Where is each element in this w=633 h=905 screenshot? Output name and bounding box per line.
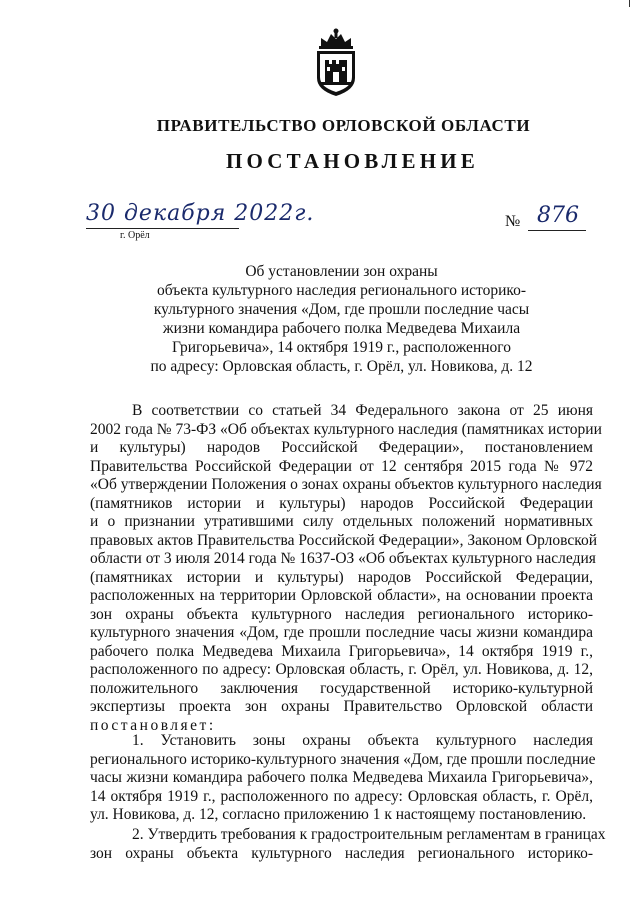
number-sign: № [505,213,521,230]
government-title: ПРАВИТЕЛЬСТВО ОРЛОВСКОЙ ОБЛАСТИ [156,116,531,135]
text-line: регионального историко-культурного значения «Дом, где прошли последние [90,750,596,768]
text-line: области от 3 июля 2014 года № 1637-ОЗ «Об объектах культурного наследия [90,550,596,567]
text-line: правовых актов Правительства Российской Федерации», Законом Орловской [90,531,598,549]
clause-2-paragraph [90,826,606,863]
handwritten-date: 30 декабря 2022г. [86,201,315,226]
orel-region-coat-of-arms-icon [311,26,361,98]
text-line: 2002 года № 73-ФЗ «Об объектах культурного наследия (памятниках истории [90,420,602,438]
subject-line: Об установлении зон охраны [245,263,438,280]
subject-line: культурного значения «Дом, где прошли последние часы [153,301,530,318]
subject-line: по адресу: Орловская область, г. Орёл, ул. Новикова, д. 12 [150,358,533,375]
text-line: и о признании утратившими силу отдельных положений нормативных [90,513,593,530]
text-line: «Об утверждении Положения о зонах охраны объектов культурного наследия [90,476,602,493]
resolves-word: постановляет: [90,716,216,734]
text-line: 14 октября 1919 г., расположенного по адресу: Орловская область, г. Орёл, [90,787,593,805]
text-line: часы жизни командира рабочего полка Медведева Михаила Григорьевича», [90,769,593,786]
text-line: расположенных на территории Орловской области», на основании проекта [90,587,593,604]
text-line: зон охраны объекта культурного наследия регионального историко- [90,844,593,862]
preamble-paragraph [90,402,602,735]
text-line: 2. Утвердить требования к градостроительным регламентам в границах [132,826,606,843]
clause-1-paragraph [90,732,596,825]
subject-line: Григорьевича», 14 октября 1919 г., расположенного [171,339,512,356]
number-underline [528,230,586,231]
text-line: В соответствии со статьей 34 Федерального закона от 25 июня [132,402,593,419]
handwritten-number: 876 [537,203,579,228]
text-line: экспертизы проекта зон охраны Правительство Орловской области [90,698,593,715]
text-line: 1. Установить зоны охраны объекта культурного наследия [132,732,593,749]
subject-line: жизни командира рабочего полка Медведева Михаила [162,320,521,337]
text-line: ул. Новикова, д. 12, согласно приложению 1 к настоящему постановлению. [90,806,587,823]
subject-line: объекта культурного наследия регионального историко- [156,282,527,299]
text-line: зон охраны объекта культурного наследия регионального историко- [90,605,593,623]
city-label: г. Орёл [120,230,150,241]
date-underline [86,228,239,229]
page-corner-mark [629,0,630,7]
text-line: (памятниках истории и культуры) народов Российской Федерации, [90,568,593,586]
document-type-title: ПОСТАНОВЛЕНИЕ [225,149,480,173]
text-line: культурного значения «Дом, где прошли последние часы жизни командира [90,624,593,641]
text-line: (памятников истории и культуры) народов Российской Федерации [90,494,593,512]
text-line: положительного заключения государственной историко-культурной [90,679,593,697]
text-line: расположенного по адресу: Орловская область, г. Орёл, ул. Новикова, д. 12, [90,661,593,678]
text-line: рабочего полка Медведева Михаила Григорьевича», 14 октября 1919 г., [90,642,593,660]
text-line: и культуры) народов Российской Федерации», постановлением [90,439,593,456]
document-subject [90,262,593,376]
text-line: Правительства Российской Федерации от 12 сентября 2015 года № 972 [90,457,593,475]
